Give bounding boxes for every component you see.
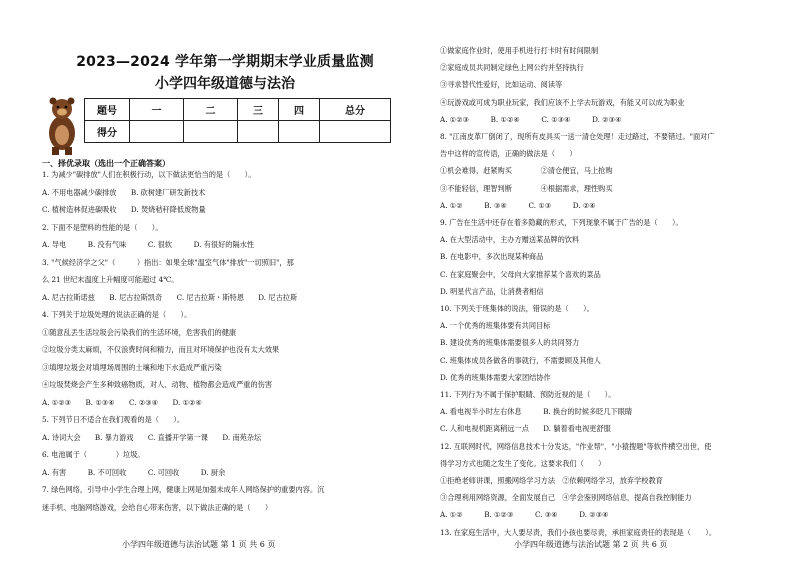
score-header-cell: 四 — [279, 99, 320, 121]
question-line: 9. 广告在生活中还存在着多隐藏的形式，下列现象不属于广告的是（ ）。 — [440, 218, 683, 227]
question-line: 11. 下列行为不属于保护眼睛、预防近视的是（ ）。 — [440, 390, 616, 399]
exam-subtitle: 小学四年级道德与法治 — [155, 76, 295, 92]
question-line: ②家庭成员共同制定绿色上网公约并坚持执行 — [440, 63, 584, 73]
question-line: 5. 下列节日不适合在我们观看的是（ ）。 — [42, 415, 185, 424]
question-line: A. ①② B. ③④ C. ①③ D. ②④ — [440, 200, 596, 210]
question-line: ④玩游戏或可成为职业玩家，我们应该不上学去玩游戏，有能又可以成为职业 — [440, 97, 685, 107]
section-heading: 一、择优录取（选出一个正确答案） — [42, 159, 170, 168]
question-line: ③合理利用网络资源，全面发展自己 ④学会鉴别网络信息，提高自我控制能力 — [440, 493, 692, 503]
question-line: ①拒绝老师讲课，照搬网络学习方法 ②依赖网络学习，放弃学校教育 — [440, 476, 663, 485]
question-line: A. ①②③ B. ①③④ C. ②③④ D. ①②④ — [42, 397, 202, 407]
question-line: C. 人和电视机距离稍远一点 D. 躺着看电视更舒服 — [440, 424, 611, 434]
question-line: A. 不用电器减少碳排放 B. 砍树建厂研发新技术 — [42, 187, 206, 197]
exam-title: 2023—2024 学年第一学期期末学业质量监测 — [76, 54, 374, 70]
question-line: A. 有害 B. 不可回收 C. 可回收 D. 厨余 — [42, 467, 226, 477]
question-line: 8. "江南皮革厂倒闭了，现所有皮具买一送一清仓处理！走过路过，不要错过。"面对广 — [440, 132, 715, 141]
question-line: A. 在大型活动中，主办方赠送某品牌的饮料 — [440, 235, 580, 245]
score-cell — [184, 121, 238, 143]
question-line: ②垃圾分类太麻烦，不仅浪费时间和精力，而且对环境保护也没有太大效果 — [42, 345, 280, 354]
question-line: ①随意乱丢生活垃圾会污染我们的生活环境，危害我们的健康 — [42, 327, 237, 337]
question-line: 迷手机、电脑网络游戏，会给自心带来伤害，以下做法正确的是（ ） — [42, 502, 273, 512]
score-cell — [130, 121, 184, 143]
question-line: ④垃圾焚烧会产生多种致癌物质，对人、动物、植物都会造成严重的伤害 — [42, 380, 273, 389]
question-line: ①机会难得，赶紧购买 ②清仓便宜，马上抢购 — [440, 166, 613, 176]
question-line: 2. 下面不是塑料的性能的是（ ）。 — [42, 222, 163, 232]
question-line: A. 一个优秀的班集体要有共同目标 — [440, 321, 551, 331]
question-line: ③填埋垃圾会对填埋场周围的土壤和地下水造成严重污染 — [42, 362, 222, 372]
score-row-label: 得分 — [85, 121, 130, 143]
question-line: 6. 电池属于（ ）垃圾。 — [42, 450, 145, 459]
question-line: ①做家庭作业时，使用手机进行打卡时有时间限制 — [440, 46, 599, 55]
score-cell — [238, 121, 279, 143]
question-line: 3. "气候经济学之父"（ ）指出：如果全球"温室气体"排放"一切照旧"，那 — [42, 257, 294, 267]
question-line: 得学习方式也随之发生了变化。这要求我们（ ） — [440, 458, 606, 468]
question-line: 1. 为减少"碳排放"人们在积极行动，以下做法更恰当的是（ ）。 — [42, 170, 256, 179]
question-line: A. 导电 B. 没有气味 C. 很软 D. 有很好的隔水性 — [42, 240, 255, 249]
question-line: 7. 绿色网络，引导中小学生合理上网，健康上网是加强未成年人网络保护的重要内容。沉 — [42, 485, 325, 494]
question-line: 12. 互联网时代，网络信息技术十分发达，"作业帮"、"小猿搜题"等软件横空出世，使 — [440, 441, 712, 451]
question-line: C. 植树造林促进碳吸收 D. 焚烧秸秆降低废物量 — [42, 205, 206, 214]
question-line: 10. 下列关于班集体的说法，错误的是（ ）。 — [440, 304, 594, 313]
question-line: C. 班集体成员各做各的事就行，不需要顾及其他人 — [440, 355, 601, 365]
exam-page-2 — [404, 0, 794, 561]
score-table — [84, 98, 391, 143]
question-line: A. ①②③ B. ①②④ C. ①③④ D. ②③④ — [440, 114, 622, 124]
question-line: A. 看电视半小时左右休息 B. 换台的时候多眨几下眼睛 — [440, 407, 633, 417]
score-cell — [320, 121, 391, 143]
score-table-score-row — [85, 121, 391, 143]
score-header-cell: 三 — [238, 99, 279, 121]
question-line: 么 21 世纪末温度上升幅度可能超过 4℃。 — [42, 275, 179, 284]
question-line: 告中这样的宣传语，正确的做法是（ ） — [440, 149, 577, 159]
score-table-header-row — [85, 99, 391, 121]
question-line: 4. 下列关于垃圾处理的说法正确的是（ ）。 — [42, 310, 192, 319]
score-header-cell: 总分 — [320, 99, 391, 121]
question-line: A. 尼古拉斯诺兹 B. 尼古拉斯凯奇 C. 尼古拉斯・斯特恩 D. 尼古拉斯 — [42, 292, 298, 302]
question-line: A. 诗词大会 B. 暴力游戏 C. 直播开学第一课 D. 南苑杂坛 — [42, 432, 262, 442]
question-line: A. ①② B. ①②③ C. ③④ D. ②③④ — [440, 510, 609, 520]
question-line: B. 建设优秀的班集体需要很多人的共同努力 — [440, 338, 580, 348]
score-header-cell: 二 — [184, 99, 238, 121]
score-header-cell: 一 — [130, 99, 184, 121]
bear-mascot-icon — [40, 95, 84, 155]
question-line: D. 优秀的班集体需要大家团结协作 — [440, 372, 551, 382]
page-footer: 小学四年级道德与法治试题 第 1 页 共 6 页 — [122, 540, 276, 549]
question-line: ③寻求替代性爱好，比如运动、阅读等 — [440, 80, 563, 90]
question-line: ③不能轻信，理智判断 ④根据需求，理性购买 — [440, 183, 613, 193]
question-line: D. 明星代言产品，让消费者相信 — [440, 286, 544, 296]
question-line: 13. 在家庭生活中，大人要尽责，我们小孩也要尽责，承担家庭责任的表现是（ ）。 — [440, 527, 717, 537]
score-cell — [279, 121, 320, 143]
question-line: B. 在电影中，多次出现某种商品 — [440, 252, 544, 262]
question-line: C. 在家庭聚会中，父母向大家推荐某个喜欢的菜品 — [440, 269, 601, 279]
page-footer: 小学四年级道德与法治试题 第 2 页 共 6 页 — [514, 540, 668, 549]
score-header-cell: 题号 — [85, 99, 130, 121]
